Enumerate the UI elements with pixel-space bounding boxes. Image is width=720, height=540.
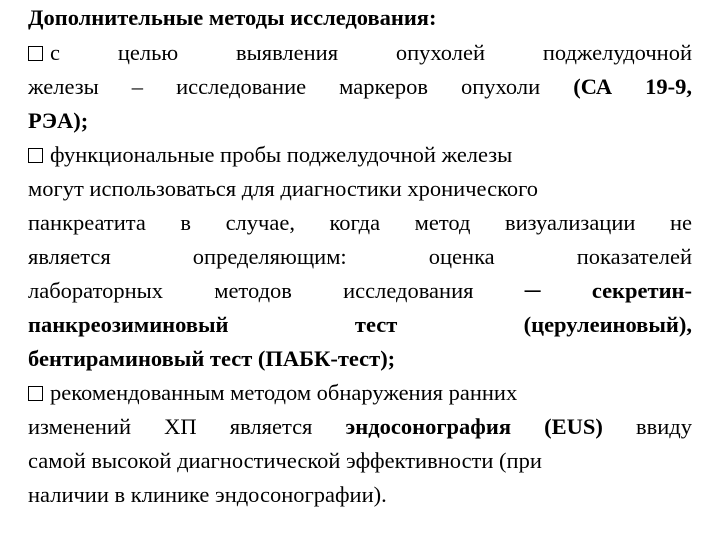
- bullet-1-line-2: железы – исследование маркеров опухоли (СА 19-9,: [28, 74, 692, 99]
- checkbox-bullet-icon: [28, 148, 43, 163]
- checkbox-bullet-icon: [28, 46, 43, 61]
- bullet-3-line-1: рекомендованным методом обнаружения ранних: [28, 378, 692, 408]
- bullet-2-line-4: является определяющим: оценка показателей: [28, 244, 692, 269]
- bullet-1-line-3: РЭА);: [28, 108, 89, 133]
- bullet-2-line-6: панкреозиминовый тест (церулеиновый),: [28, 312, 692, 337]
- bullet-1-line-1: с целью выявления опухолей поджелудочной: [28, 38, 692, 68]
- slide-heading: Дополнительные методы исследования:: [28, 5, 437, 30]
- checkbox-bullet-icon: [28, 386, 43, 401]
- bullet-2-line-7: бентираминовый тест (ПАБК-тест);: [28, 346, 396, 371]
- bullet-3-line-4: наличии в клинике эндосонографии).: [28, 482, 387, 507]
- bullet-2-line-5: лабораторных методов исследования ─ секретин-: [28, 278, 692, 303]
- bullet-2-line-3: панкреатита в случае, когда метод визуализации не: [28, 210, 692, 235]
- bullet-3-line-3: самой высокой диагностической эффективности (при: [28, 448, 542, 473]
- bullet-2-line-2: могут использоваться для диагностики хронического: [28, 176, 539, 201]
- bullet-2-line-1: функциональные пробы поджелудочной железы: [28, 140, 692, 170]
- bullet-3-line-2: изменений ХП является эндосонография (EUS) ввиду: [28, 414, 692, 439]
